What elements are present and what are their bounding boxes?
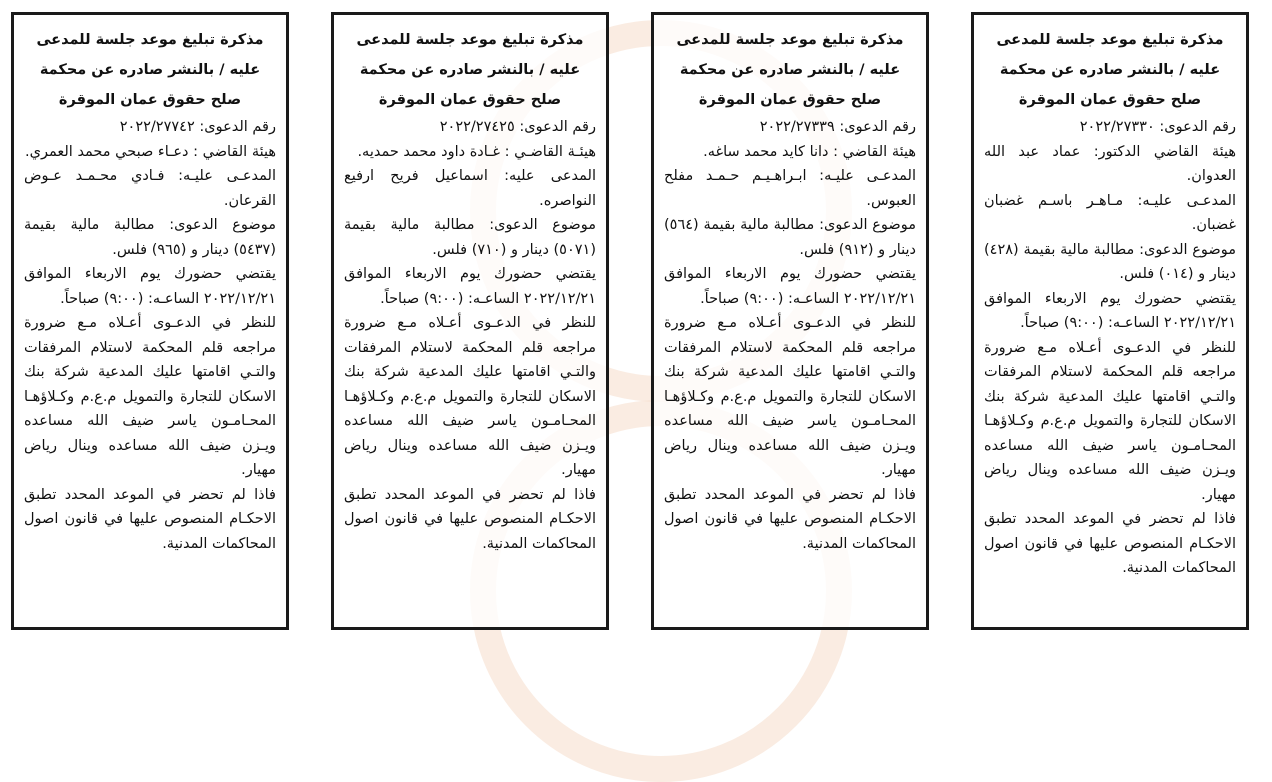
- appearance-date: يقتضي حضورك يوم الاربعاء الموافق ٢٠٢٢/١٢/٢١ الساعـه: (٩:٠٠) صباحاً.: [664, 266, 916, 307]
- notice-title: مذكرة تبليغ موعد جلسة للمدعى عليه / بالنشر صادره عن محكمة صلح حقوق عمان الموقرة: [676, 32, 904, 108]
- court-notice-2: [331, 12, 609, 630]
- defendant: المدعـى عليـه: مـاهـر باسـم غضبان غضبان.: [984, 192, 1236, 233]
- notice-closing: فاذا لم تحضر في الموعد المحدد تطبق الاحكـام المنصوص عليها في قانون اصول المحاكمات المدنية.: [664, 486, 916, 552]
- defendant: المدعـى عليـه: ابـراهـيـم حـمـد مفلح العبوس.: [664, 168, 916, 209]
- judge: هيئة القاضي الدكتور: عماد عبد الله العدوان.: [984, 143, 1236, 184]
- defendant: المدعـى عليـه: فـادي محـمـد عـوض القرعان.: [24, 168, 276, 209]
- court-notice-4: [971, 12, 1249, 630]
- notice-closing: فاذا لم تحضر في الموعد المحدد تطبق الاحكـام المنصوص عليها في قانون اصول المحاكمات المدنية.: [984, 511, 1236, 576]
- case-number: رقم الدعوى: ٢٠٢٢/٢٧٤٢٥: [439, 119, 596, 135]
- notice-title: مذكرة تبليغ موعد جلسة للمدعى عليه / بالنشر صادره عن محكمة صلح حقوق عمان الموقرة: [36, 32, 264, 108]
- court-notice-3: [651, 12, 929, 630]
- case-number: رقم الدعوى: ٢٠٢٢/٢٧٧٤٢: [119, 119, 276, 135]
- appearance-date: يقتضي حضورك يوم الاربعاء الموافق ٢٠٢٢/١٢/٢١ الساعـه: (٩:٠٠) صباحاً.: [344, 266, 596, 307]
- notice-body: للنظر في الدعـوى أعـلاه مـع ضرورة مراجعه قلم المحكمة لاستلام المرفقات والتـي اقامتها عليك المدعية شركة بنك الاسكان للتجارة والتمويل م.ع.م وكـلاؤهـا المحـامـون ياسر ضيف الله مساعده ويـزن ضيف الله مساعده وينال رياض مهيار.: [664, 315, 916, 478]
- judge: هيئة القاضي : دانا كايد محمد ساغه.: [703, 143, 916, 160]
- notice-body: للنظر في الدعـوى أعـلاه مـع ضرورة مراجعه قلم المحكمة لاستلام المرفقات والتـي اقامتها عليك المدعية شركة بنك الاسكان للتجارة والتمويل م.ع.م وكـلاؤهـا المحـامـون ياسر ضيف الله مساعده ويـزن ضيف الله مساعده وينال رياض مهيار.: [344, 315, 596, 478]
- case-subject: موضوع الدعوى: مطالبة مالية بقيمة (٥٦٤) دينار و (٩١٢) فلس.: [664, 217, 916, 258]
- court-notice-1: [11, 12, 289, 630]
- case-subject: موضوع الدعوى: مطالبة مالية بقيمة (٥٠٧١) دينار و (٧١٠) فلس.: [344, 217, 596, 258]
- case-subject: موضوع الدعوى: مطالبة مالية بقيمة (٤٢٨) دينار و (٠١٤) فلس.: [984, 241, 1236, 282]
- notice-title: مذكرة تبليغ موعد جلسة للمدعى عليه / بالنشر صادره عن محكمة صلح حقوق عمان الموقرة: [996, 32, 1224, 108]
- notice-title: مذكرة تبليغ موعد جلسة للمدعى عليه / بالنشر صادره عن محكمة صلح حقوق عمان الموقرة: [356, 32, 584, 108]
- case-subject: موضوع الدعوى: مطالبة مالية بقيمة (٥٤٣٧) دينار و (٩٦٥) فلس.: [24, 217, 276, 258]
- notice-body: للنظر في الدعـوى أعـلاه مـع ضرورة مراجعه قلم المحكمة لاستلام المرفقات والتـي اقامتها عليك المدعية شركة بنك الاسكان للتجارة والتمويل م.ع.م وكـلاؤهـا المحـامـون ياسر ضيف الله مساعده ويـزن ضيف الله مساعده وينال رياض مهيار.: [24, 315, 276, 478]
- appearance-date: يقتضي حضورك يوم الاربعاء الموافق ٢٠٢٢/١٢/٢١ الساعـه: (٩:٠٠) صباحاً.: [24, 266, 276, 307]
- appearance-date: يقتضي حضورك يوم الاربعاء الموافق ٢٠٢٢/١٢/٢١ الساعـه: (٩:٠٠) صباحاً.: [984, 290, 1236, 331]
- judge: هيئـة القاضـي : غـادة داود محمد حمديه.: [357, 143, 596, 160]
- notice-closing: فاذا لم تحضر في الموعد المحدد تطبق الاحكـام المنصوص عليها في قانون اصول المحاكمات المدنية.: [24, 486, 276, 552]
- case-number: رقم الدعوى: ٢٠٢٢/٢٧٣٣٩: [759, 119, 916, 135]
- defendant: المدعى عليه: اسماعيل فريح ارفيع النواصره.: [344, 168, 596, 209]
- notice-closing: فاذا لم تحضر في الموعد المحدد تطبق الاحكـام المنصوص عليها في قانون اصول المحاكمات المدنية.: [344, 486, 596, 552]
- judge: هيئة القاضي : دعـاء صبحي محمد العمري.: [25, 143, 276, 160]
- case-number: رقم الدعوى: ٢٠٢٢/٢٧٣٣٠: [1079, 119, 1236, 135]
- notice-body: للنظر في الدعـوى أعـلاه مـع ضرورة مراجعه قلم المحكمة لاستلام المرفقات والتـي اقامتها عليك المدعية شركة بنك الاسكان للتجارة والتمويل م.ع.م وكـلاؤهـا المحـامـون ياسر ضيف الله مساعده ويـزن ضيف الله مساعده وينال رياض مهيار.: [984, 339, 1236, 503]
